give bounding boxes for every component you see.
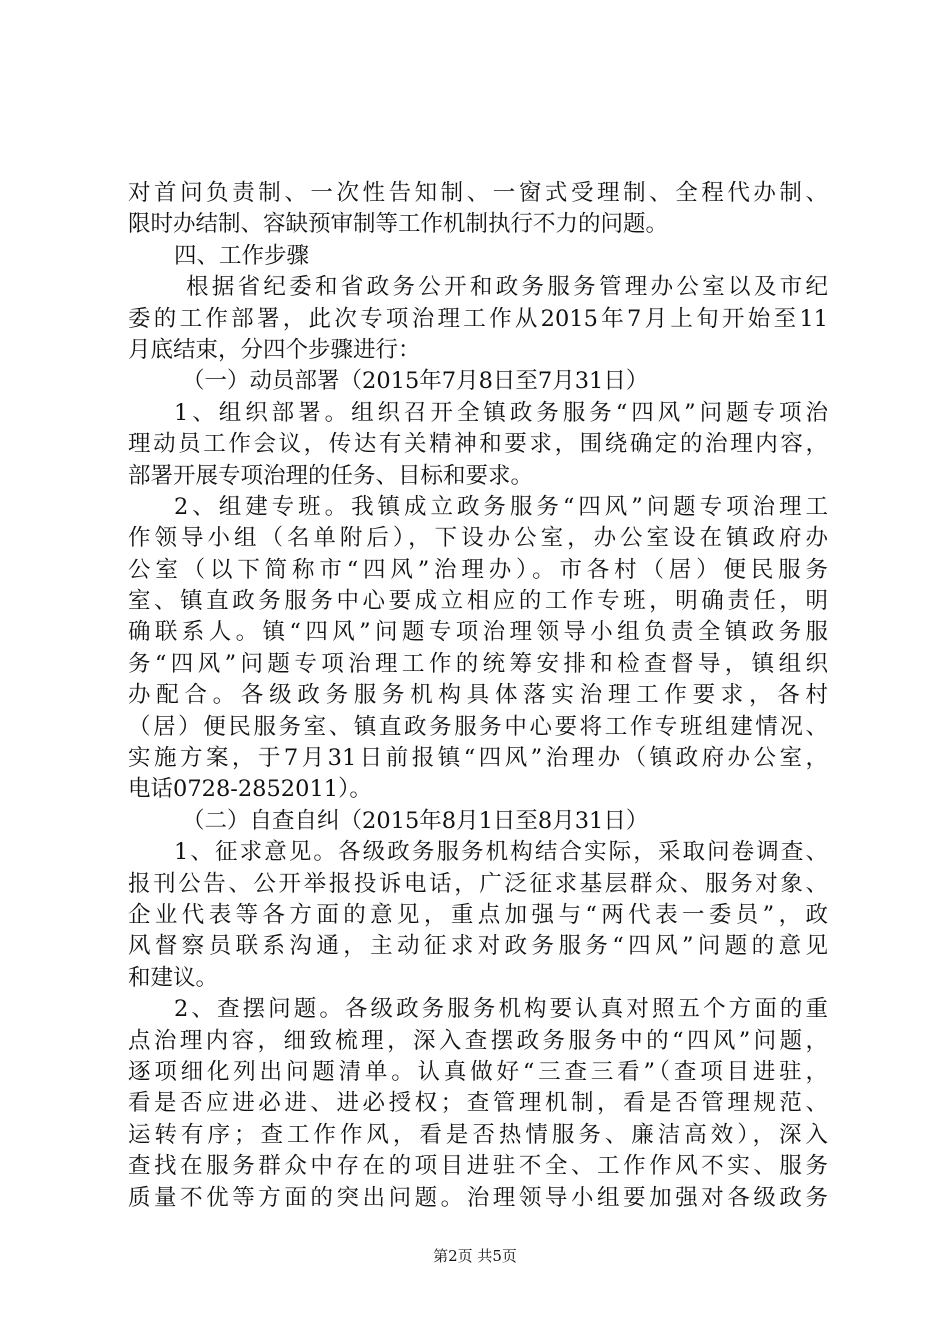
text-line: 公室（以下简称市“四风”治理办）。市各村（居）便民服务 [128,556,828,583]
text-line: 1、组织部署。组织召开全镇政务服务“四风”问题专项治 [174,399,828,426]
text-line: 根据省纪委和省政务公开和政务服务管理办公室以及市纪 [186,274,828,301]
text-line: 电话0728-2852011）。 [128,776,372,803]
text-line: 运转有序；查工作作风，看是否热情服务、廉洁高效），深入 [128,1121,828,1148]
text-line: 报刊公告、公开举报投诉电话，广泛征求基层群众、服务对象、 [128,870,828,897]
text-line: 办配合。各级政务服务机构具体落实治理工作要求，各村 [128,682,828,709]
text-line: 查找在服务群众中存在的项目进驻不全、工作作风不实、服务 [128,1153,828,1180]
text-line: 看是否应进必进、进必授权；查管理机制，看是否管理规范、 [128,1090,828,1117]
text-line: （二）自查自纠（2015年8月1日至8月31日） [182,807,649,834]
text-line: 室、镇直政务服务中心要成立相应的工作专班，明确责任，明 [128,588,828,615]
document-body [128,178,828,1214]
text-line: 质量不优等方面的突出问题。治理领导小组要加强对各级政务 [128,1184,828,1211]
text-line: 作领导小组（名单附后），下设办公室，办公室设在镇政府办 [128,525,828,552]
text-line: 点治理内容，细致梳理，深入查摆政务服务中的“四风”问题， [128,1027,828,1054]
text-line: 和建议。 [128,964,219,991]
text-line: 委的工作部署，此次专项治理工作从2015年7月上旬开始至11 [128,305,828,332]
text-line: 1、征求意见。各级政务服务机构结合实际，采取问卷调查、 [174,839,828,866]
text-line: （居）便民服务室、镇直政务服务中心要将工作专班组建情况、 [128,713,828,740]
text-line: 务“四风”问题专项治理工作的统筹安排和检查督导，镇组织 [128,650,828,677]
text-line: 四、工作步骤 [174,242,310,269]
text-line: 对首问负责制、一次性告知制、一窗式受理制、全程代办制、 [128,180,828,206]
text-line: 限时办结制、容缺预审制等工作机制执行不力的问题。 [128,211,669,238]
text-line: 2、组建专班。我镇成立政务服务“四风”问题专项治理工 [174,493,828,520]
text-line: 风督察员联系沟通，主动征求对政务服务“四风”问题的意见 [128,933,828,960]
text-line: 理动员工作会议，传达有关精神和要求，围绕确定的治理内容， [128,431,828,458]
text-line: 企业代表等各方面的意见，重点加强与“两代表一委员”，政 [128,901,828,928]
text-line: 逐项细化列出问题清单。认真做好“三查三看”（查项目进驻， [128,1058,828,1085]
page-footer: 第2页 共5页 [433,1247,517,1265]
text-line: （一）动员部署（2015年7月8日至7月31日） [182,368,649,395]
text-line: 2、查摆问题。各级政务服务机构要认真对照五个方面的重 [174,996,828,1023]
text-line: 确联系人。镇“四风”问题专项治理领导小组负责全镇政务服 [128,619,828,646]
text-line: 月底结束，分四个步骤进行： [128,336,421,363]
text-line: 实施方案，于7月31日前报镇“四风”治理办（镇政府办公室， [128,745,828,772]
text-line: 部署开展专项治理的任务、目标和要求。 [128,462,534,489]
